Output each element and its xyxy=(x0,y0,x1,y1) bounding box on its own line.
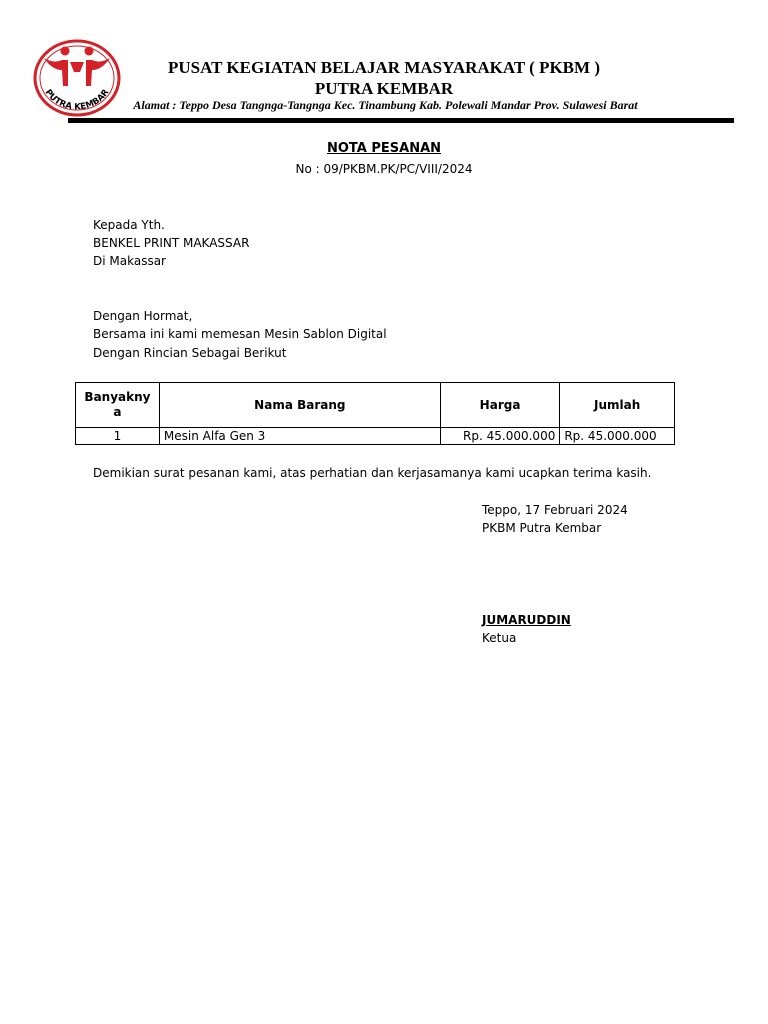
organization-address: Alamat : Teppo Desa Tangnga-Tangnga Kec. Tinambung Kab. Polewali Mandar Prov. Sulawesi Barat xyxy=(133,98,638,112)
signer-position: Ketua xyxy=(482,631,517,645)
recipient-salutation: Kepada Yth. xyxy=(93,218,165,232)
signature-organization: PKBM Putra Kembar xyxy=(482,521,602,535)
order-table xyxy=(75,382,675,445)
table-row xyxy=(76,428,675,445)
signature-place-date: Teppo, 17 Februari 2024 xyxy=(482,503,628,517)
cell-item-name: Mesin Alfa Gen 3 xyxy=(159,428,440,445)
table-header-row xyxy=(76,383,675,428)
cell-total: Rp. 45.000.000 xyxy=(560,428,675,445)
header-total: Jumlah xyxy=(560,383,675,428)
organization-subname: PUTRA KEMBAR xyxy=(314,79,454,98)
recipient-location: Di Makassar xyxy=(93,254,166,268)
cell-price: Rp. 45.000.000 xyxy=(440,428,560,445)
signer-name: JUMARUDDIN xyxy=(482,613,571,627)
header-divider xyxy=(68,118,734,123)
header-item-name: Nama Barang xyxy=(159,383,440,428)
organization-logo xyxy=(32,38,122,118)
order-statement: Bersama ini kami memesan Mesin Sablon Digital xyxy=(93,327,387,341)
header-price: Harga xyxy=(440,383,560,428)
recipient-name: BENKEL PRINT MAKASSAR xyxy=(93,236,250,250)
header-quantity: Banyakny a xyxy=(76,383,160,428)
cell-quantity: 1 xyxy=(76,428,160,445)
greeting: Dengan Hormat, xyxy=(93,309,193,323)
document-title: NOTA PESANAN xyxy=(326,141,442,156)
logo-text: PUTRA KEMBAR xyxy=(42,87,112,113)
details-intro: Dengan Rincian Sebagai Berikut xyxy=(93,346,287,360)
document-number: No : 09/PKBM.PK/PC/VIII/2024 xyxy=(295,162,473,176)
closing-statement: Demikian surat pesanan kami, atas perhatian dan kerjasamanya kami ucapkan terima kasih. xyxy=(93,466,652,480)
organization-name: PUSAT KEGIATAN BELAJAR MASYARAKAT ( PKBM ) xyxy=(168,58,600,77)
